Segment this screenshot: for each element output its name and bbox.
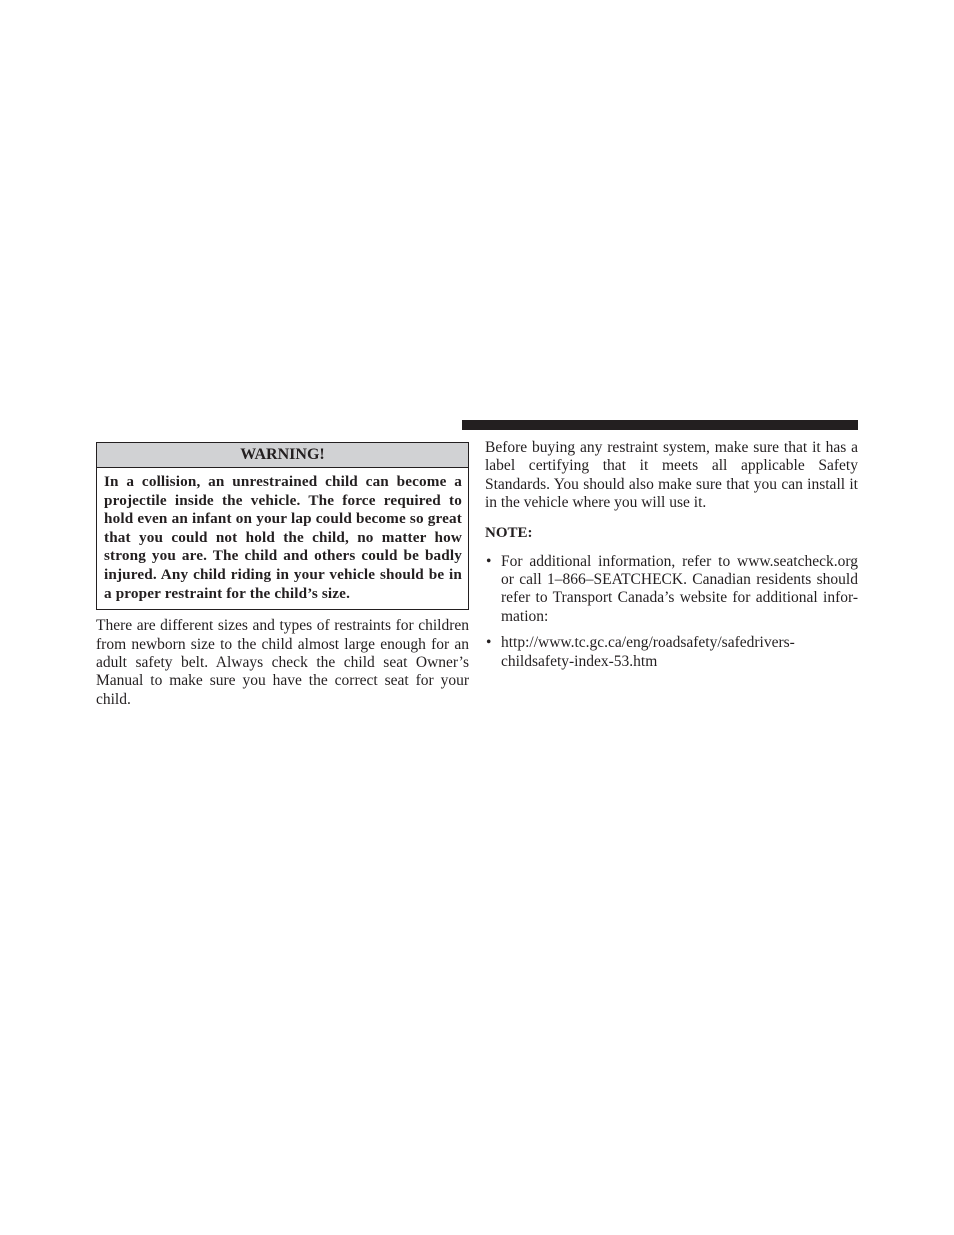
warning-text: In a collision, an unrestrained child can become a projectile inside the vehicle. The force required to hold even an infant on your lap could become so great that you could not hold the child, no matter how strong you are. The child and others could be badly injured. Any child riding in your vehicle should be in a proper restraint for the child’s size. [104,473,462,602]
warning-title: WARNING! [97,443,468,468]
bullet-icon: • [486,634,492,652]
note-label: NOTE: [485,524,533,541]
left-column [96,442,469,709]
list-item [485,634,858,671]
list-item [485,553,858,627]
warning-box [96,442,469,610]
bullet-icon: • [486,552,492,570]
note-item-text: For additional information, refer to www.seatcheck.org or call 1–866–SEATCHECK. Canadian residents should refer to Transport Canada’s website for additional infor-mation: [501,552,858,625]
transport-canada-url[interactable]: http://www.tc.gc.ca/eng/roadsafety/safedrivers-childsafety-index-53.htm [501,634,795,670]
right-column [485,439,858,671]
section-header-rule [462,420,858,430]
restraint-sizes-paragraph: There are different sizes and types of restraints for children from newborn size to the child almost large enough for an adult safety belt. Always check the child seat Owner’s Manual to make sure you have the correct seat for your child. [96,617,469,708]
note-list [485,553,858,671]
buying-restraint-paragraph: Before buying any restraint system, make sure that it has a label certifying that it meets all applicable Safety Standards. You should also make sure that you can install it in the vehicle where you will use it. [485,439,858,512]
